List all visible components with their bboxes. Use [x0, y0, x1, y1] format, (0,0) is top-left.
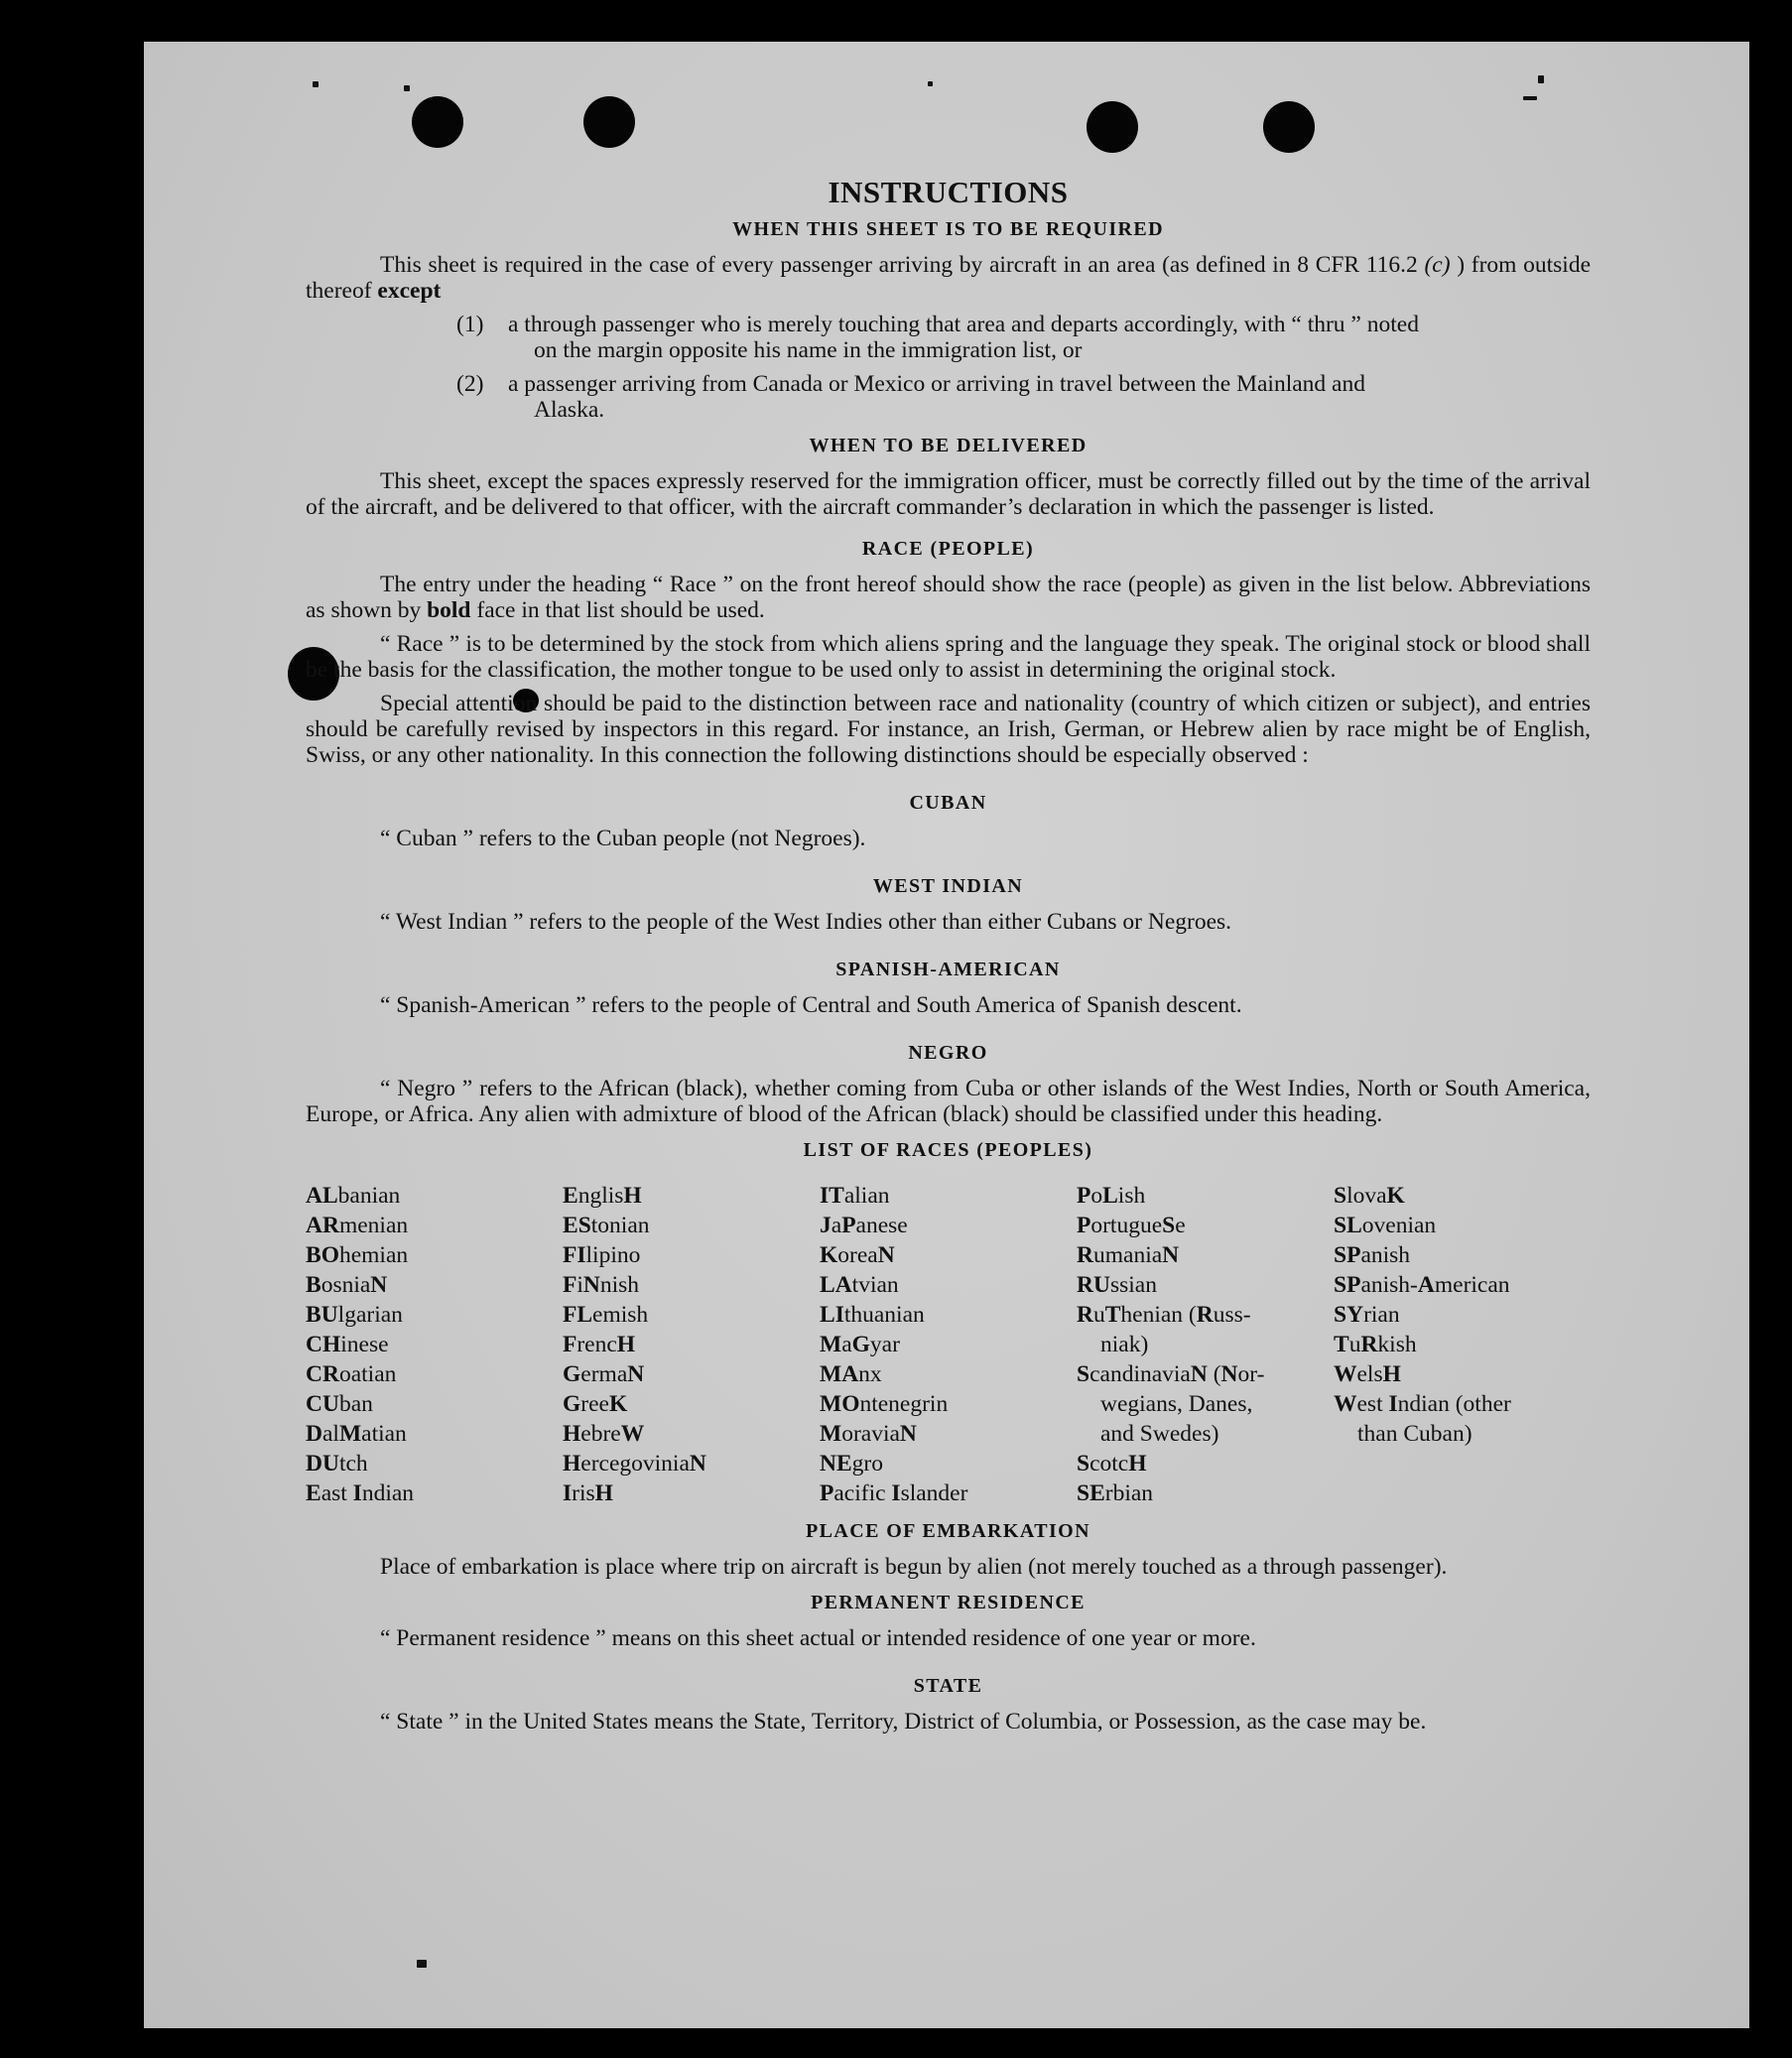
- section-heading-cuban: CUBAN: [909, 792, 987, 814]
- paragraph-race-3: Special attention should be paid to the distinction between race and nationality (country of which citizen or subject), and entries should be carefully revised by inspectors in this regard. For instance, an Irish, German, or Hebrew alien by race might be of English, Swiss, or any other nationality. In this connection the following distinctions should be especially observed :: [306, 691, 1591, 768]
- race-item: PortugueSe: [1077, 1213, 1186, 1238]
- race-item: SPanish: [1334, 1242, 1411, 1268]
- race-item: CRoatian: [306, 1361, 397, 1387]
- speck: [1523, 96, 1537, 100]
- race-item: FIlipino: [563, 1242, 641, 1268]
- race-item: GreeK: [563, 1391, 628, 1417]
- races-list: [306, 1181, 1591, 1508]
- races-column: [563, 1181, 820, 1508]
- speck: [1538, 75, 1544, 83]
- race-item: DalMatian: [306, 1421, 407, 1447]
- race-item: ITalian: [820, 1183, 890, 1209]
- race-item: and Swedes): [1100, 1421, 1219, 1447]
- section-heading-required: WHEN THIS SHEET IS TO BE REQUIRED: [732, 218, 1164, 240]
- race-item: BosniaN: [306, 1272, 388, 1298]
- paragraph-residence: “ Permanent residence ” means on this sheet actual or intended residence of one year or more.: [380, 1625, 1256, 1651]
- section-heading-negro: NEGRO: [908, 1042, 988, 1064]
- race-item: TuRkish: [1334, 1332, 1417, 1357]
- race-item: MaGyar: [820, 1332, 900, 1357]
- list-item: (1) a through passenger who is merely touching that area and departs accordingly, with “ thru ” noted on the margin opposite his name in the immigration list, or: [456, 312, 1419, 363]
- paragraph-cuban: “ Cuban ” refers to the Cuban people (not Negroes).: [380, 826, 866, 851]
- race-item: DUtch: [306, 1451, 368, 1477]
- paragraph-delivered: This sheet, except the spaces expressly reserved for the immigration officer, must be correctly filled out by the time of the arrival of the aircraft, and be delivered to that officer, with the aircraft commander’s declaration in which the passenger is listed.: [306, 468, 1591, 520]
- section-heading-state: STATE: [913, 1675, 983, 1697]
- section-heading-west-indian: WEST INDIAN: [872, 875, 1024, 897]
- race-item: HercegoviniaN: [563, 1451, 706, 1477]
- paragraph-negro: “ Negro ” refers to the African (black), whether coming from Cuba or other islands of the West Indies, North or South America, Europe, or Africa. Any alien with admixture of blood of the African (black) should be classified under this heading.: [306, 1076, 1591, 1127]
- instructions-content: [306, 171, 1591, 1735]
- race-item: HebreW: [563, 1421, 645, 1447]
- punch-hole: [1087, 101, 1138, 153]
- race-item: than Cuban): [1357, 1421, 1472, 1447]
- race-item: FrencH: [563, 1332, 636, 1357]
- race-item: wegians, Danes,: [1100, 1391, 1253, 1417]
- race-item: SlovaK: [1334, 1183, 1405, 1209]
- races-list-heading: LIST OF RACES (PEOPLES): [803, 1139, 1093, 1161]
- section-heading-delivered: WHEN TO BE DELIVERED: [809, 435, 1088, 456]
- race-item: BUlgarian: [306, 1302, 403, 1328]
- race-item: MoraviaN: [820, 1421, 917, 1447]
- race-item: BOhemian: [306, 1242, 409, 1268]
- speck: [404, 85, 410, 91]
- paragraph-required: This sheet is required in the case of every passenger arriving by aircraft in an area (as defined in 8 CFR 116.2 (c) ) from outside thereof except: [306, 252, 1592, 304]
- race-item: ScandinaviaN (Nor-: [1077, 1361, 1265, 1387]
- race-item: West Indian (other: [1334, 1391, 1511, 1417]
- race-item: niak): [1100, 1332, 1149, 1357]
- race-item: ALbanian: [306, 1183, 401, 1209]
- race-item: EnglisH: [563, 1183, 642, 1209]
- race-item: CHinese: [306, 1332, 389, 1357]
- races-column: [1077, 1181, 1334, 1508]
- race-item: GermaN: [563, 1361, 645, 1387]
- section-heading-residence: PERMANENT RESIDENCE: [811, 1592, 1086, 1613]
- race-item: FiNnish: [563, 1272, 640, 1298]
- race-item: SErbian: [1077, 1480, 1154, 1506]
- speck: [928, 81, 933, 86]
- race-item: JaPanese: [820, 1213, 908, 1238]
- race-item: WelsH: [1334, 1361, 1401, 1387]
- race-item: Pacific Islander: [820, 1480, 968, 1506]
- races-column: [1334, 1181, 1591, 1508]
- race-item: SPanish-American: [1334, 1272, 1510, 1298]
- race-item: NEgro: [820, 1451, 883, 1477]
- race-item: RUssian: [1077, 1272, 1157, 1298]
- speck: [313, 81, 319, 87]
- paragraph-embarkation: Place of embarkation is place where trip on aircraft is begun by alien (not merely touched as a through passenger).: [380, 1554, 1448, 1580]
- races-column: [820, 1181, 1077, 1508]
- speck: [417, 1960, 427, 1968]
- page-title: INSTRUCTIONS: [828, 175, 1069, 209]
- punch-hole: [412, 96, 463, 148]
- race-item: East Indian: [306, 1480, 415, 1506]
- section-heading-embarkation: PLACE OF EMBARKATION: [806, 1520, 1090, 1542]
- paragraph-spanish-american: “ Spanish-American ” refers to the people of Central and South America of Spanish descent.: [380, 992, 1242, 1018]
- punch-hole: [1263, 101, 1315, 153]
- races-column: [306, 1181, 563, 1508]
- race-item: SYrian: [1334, 1302, 1400, 1328]
- race-item: RumaniaN: [1077, 1242, 1180, 1268]
- race-item: ScotcH: [1077, 1451, 1147, 1477]
- paragraph-west-indian: “ West Indian ” refers to the people of the West Indies other than either Cubans or Negroes.: [380, 909, 1232, 935]
- race-item: ARmenian: [306, 1213, 409, 1238]
- paragraph-state: “ State ” in the United States means the State, Territory, District of Columbia, or Possession, as the case may be.: [380, 1709, 1427, 1735]
- race-item: FLemish: [563, 1302, 649, 1328]
- section-heading-spanish-american: SPANISH-AMERICAN: [835, 959, 1061, 980]
- document-sheet: [144, 42, 1749, 2028]
- race-item: IrisH: [563, 1480, 613, 1506]
- list-item: (2) a passenger arriving from Canada or Mexico or arriving in travel between the Mainland and Alaska.: [456, 371, 1365, 423]
- race-item: CUban: [306, 1391, 373, 1417]
- race-item: RuThenian (Russ-: [1077, 1302, 1251, 1328]
- section-heading-race: RACE (PEOPLE): [861, 538, 1035, 560]
- race-item: KoreaN: [820, 1242, 895, 1268]
- race-item: PoLish: [1077, 1183, 1146, 1209]
- race-item: LIthuanian: [820, 1302, 925, 1328]
- race-item: MOntenegrin: [820, 1391, 949, 1417]
- race-item: EStonian: [563, 1213, 650, 1238]
- punch-hole: [583, 96, 635, 148]
- race-item: SLovenian: [1334, 1213, 1437, 1238]
- paragraph-race-2: “ Race ” is to be determined by the stock from which aliens spring and the language they speak. The original stock or blood shall be the basis for the classification, the mother tongue to be used only to assist in determining the original stock.: [306, 631, 1591, 683]
- race-item: MAnx: [820, 1361, 882, 1387]
- paragraph-race-1: The entry under the heading “ Race ” on the front hereof should show the race (people) as given in the list below. Abbreviations as shown by bold face in that list should be used.: [306, 572, 1591, 623]
- race-item: LAtvian: [820, 1272, 899, 1298]
